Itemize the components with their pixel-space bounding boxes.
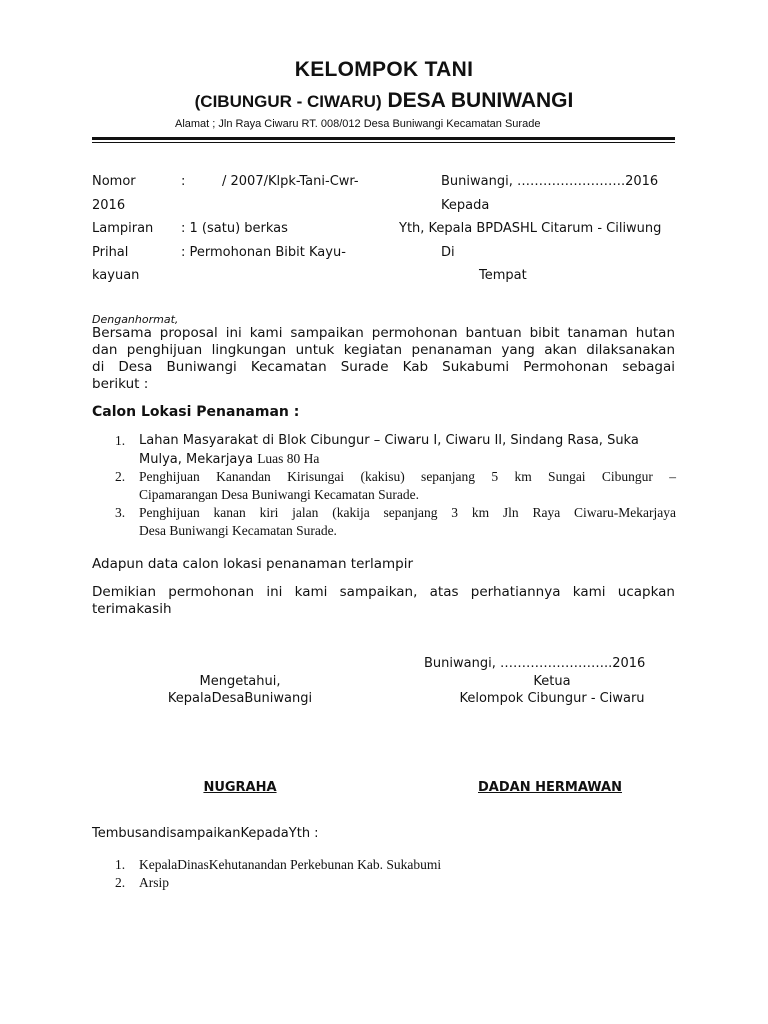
intro-line: dan penghijuan lingkungan untuk kegiatan penanaman yang akan dilaksanakan — [92, 342, 675, 358]
right-signer-position: Kelompok Cibungur - Ciwaru — [459, 691, 645, 706]
list-line — [139, 450, 676, 469]
left-signer-position: KepalaDesaBuniwangi — [167, 691, 313, 706]
closing-paragraph — [92, 584, 675, 618]
prihal-continued: kayuan — [92, 268, 140, 283]
list-number: 2. — [115, 469, 126, 484]
right-signer-name: DADAN HERMAWAN — [478, 780, 622, 795]
intro-line: berikut : — [92, 376, 149, 392]
right-signer-title: Ketua — [533, 674, 571, 689]
cc-number: 1. — [115, 857, 126, 872]
nomor-year: 2016 — [92, 198, 126, 213]
prihal-value: : Permohonan Bibit Kayu- — [181, 245, 346, 260]
left-signer-name: NUGRAHA — [203, 780, 277, 795]
tempat-label: Tempat — [479, 268, 527, 283]
location-list — [115, 432, 675, 552]
list-line-part: Mulya, Mekarjaya — [139, 452, 258, 467]
list-number: 1. — [115, 433, 126, 448]
list-item-text — [139, 504, 676, 540]
list-line: Cipamarangan Desa Buniwangi Kecamatan Surade. — [139, 487, 420, 502]
kepada-label: Kepada — [441, 198, 490, 213]
header-rule-thin — [92, 142, 675, 143]
recipient: Yth, Kepala BPDASHL Citarum - Ciliwung — [399, 221, 662, 236]
attachment-note: Adapun data calon lokasi penanaman terlampir — [92, 556, 414, 572]
org-name: KELOMPOK TANI — [294, 58, 474, 81]
cc-heading: TembusandisampaikanKepadaYth : — [92, 826, 319, 841]
lampiran-value: : 1 (satu) berkas — [181, 221, 288, 236]
list-line: Penghijuan Kanandan Kirisungai (kakisu) sepanjang 5 km Sungai Cibungur – — [139, 469, 676, 484]
intro-line: di Desa Buniwangi Kecamatan Surade Kab Sukabumi Permohonan sebagai — [92, 359, 675, 375]
org-subtitle — [0, 89, 768, 113]
list-line: Penghijuan kanan kiri jalan (kakija sepanjang 3 km Jln Raya Ciwaru-Mekarjaya — [139, 505, 676, 520]
left-signer-title: Mengetahui, — [199, 674, 281, 689]
closing-line: Demikian permohonan ini kami sampaikan, atas perhatiannya kami ucapkan — [92, 584, 675, 600]
org-subtitle-group: (CIBUNGUR - CIWARU) — [194, 92, 382, 111]
org-address: Alamat ; Jln Raya Ciwaru RT. 008/012 Desa Buniwangi Kecamatan Surade — [175, 118, 541, 130]
closing-line: terimakasih — [92, 601, 172, 617]
list-item-text — [139, 432, 676, 469]
lampiran-label: Lampiran — [92, 221, 154, 236]
nomor-colon: : — [181, 174, 186, 189]
signature-date: Buniwangi, ……………………..2016 — [424, 656, 646, 671]
cc-number: 2. — [115, 875, 126, 890]
cc-item: KepalaDinasKehutanandan Perkebunan Kab. Sukabumi — [139, 857, 442, 872]
header-rule-thick — [92, 137, 675, 140]
nomor-label: Nomor — [92, 174, 136, 189]
intro-paragraph — [92, 325, 675, 393]
section-title: Calon Lokasi Penanaman : — [92, 404, 300, 420]
list-line: Lahan Masyarakat di Blok Cibungur – Ciwaru I, Ciwaru II, Sindang Rasa, Suka — [139, 433, 639, 448]
intro-line: Bersama proposal ini kami sampaikan permohonan bantuan bibit tanaman hutan — [92, 325, 675, 341]
place-date: Buniwangi, …………………….2016 — [441, 174, 659, 189]
prihal-label: Prihal — [92, 245, 129, 260]
list-number: 3. — [115, 505, 126, 520]
cc-item: Arsip — [139, 875, 169, 890]
di-label: Di — [441, 245, 455, 260]
nomor-value: / 2007/Klpk-Tani-Cwr- — [222, 174, 359, 189]
list-item-text — [139, 468, 676, 504]
org-subtitle-village: DESA BUNIWANGI — [381, 89, 574, 112]
list-line-part: Luas 80 Ha — [257, 451, 320, 466]
salutation: Denganhormat, — [92, 313, 179, 326]
list-line: Desa Buniwangi Kecamatan Surade. — [139, 523, 337, 538]
